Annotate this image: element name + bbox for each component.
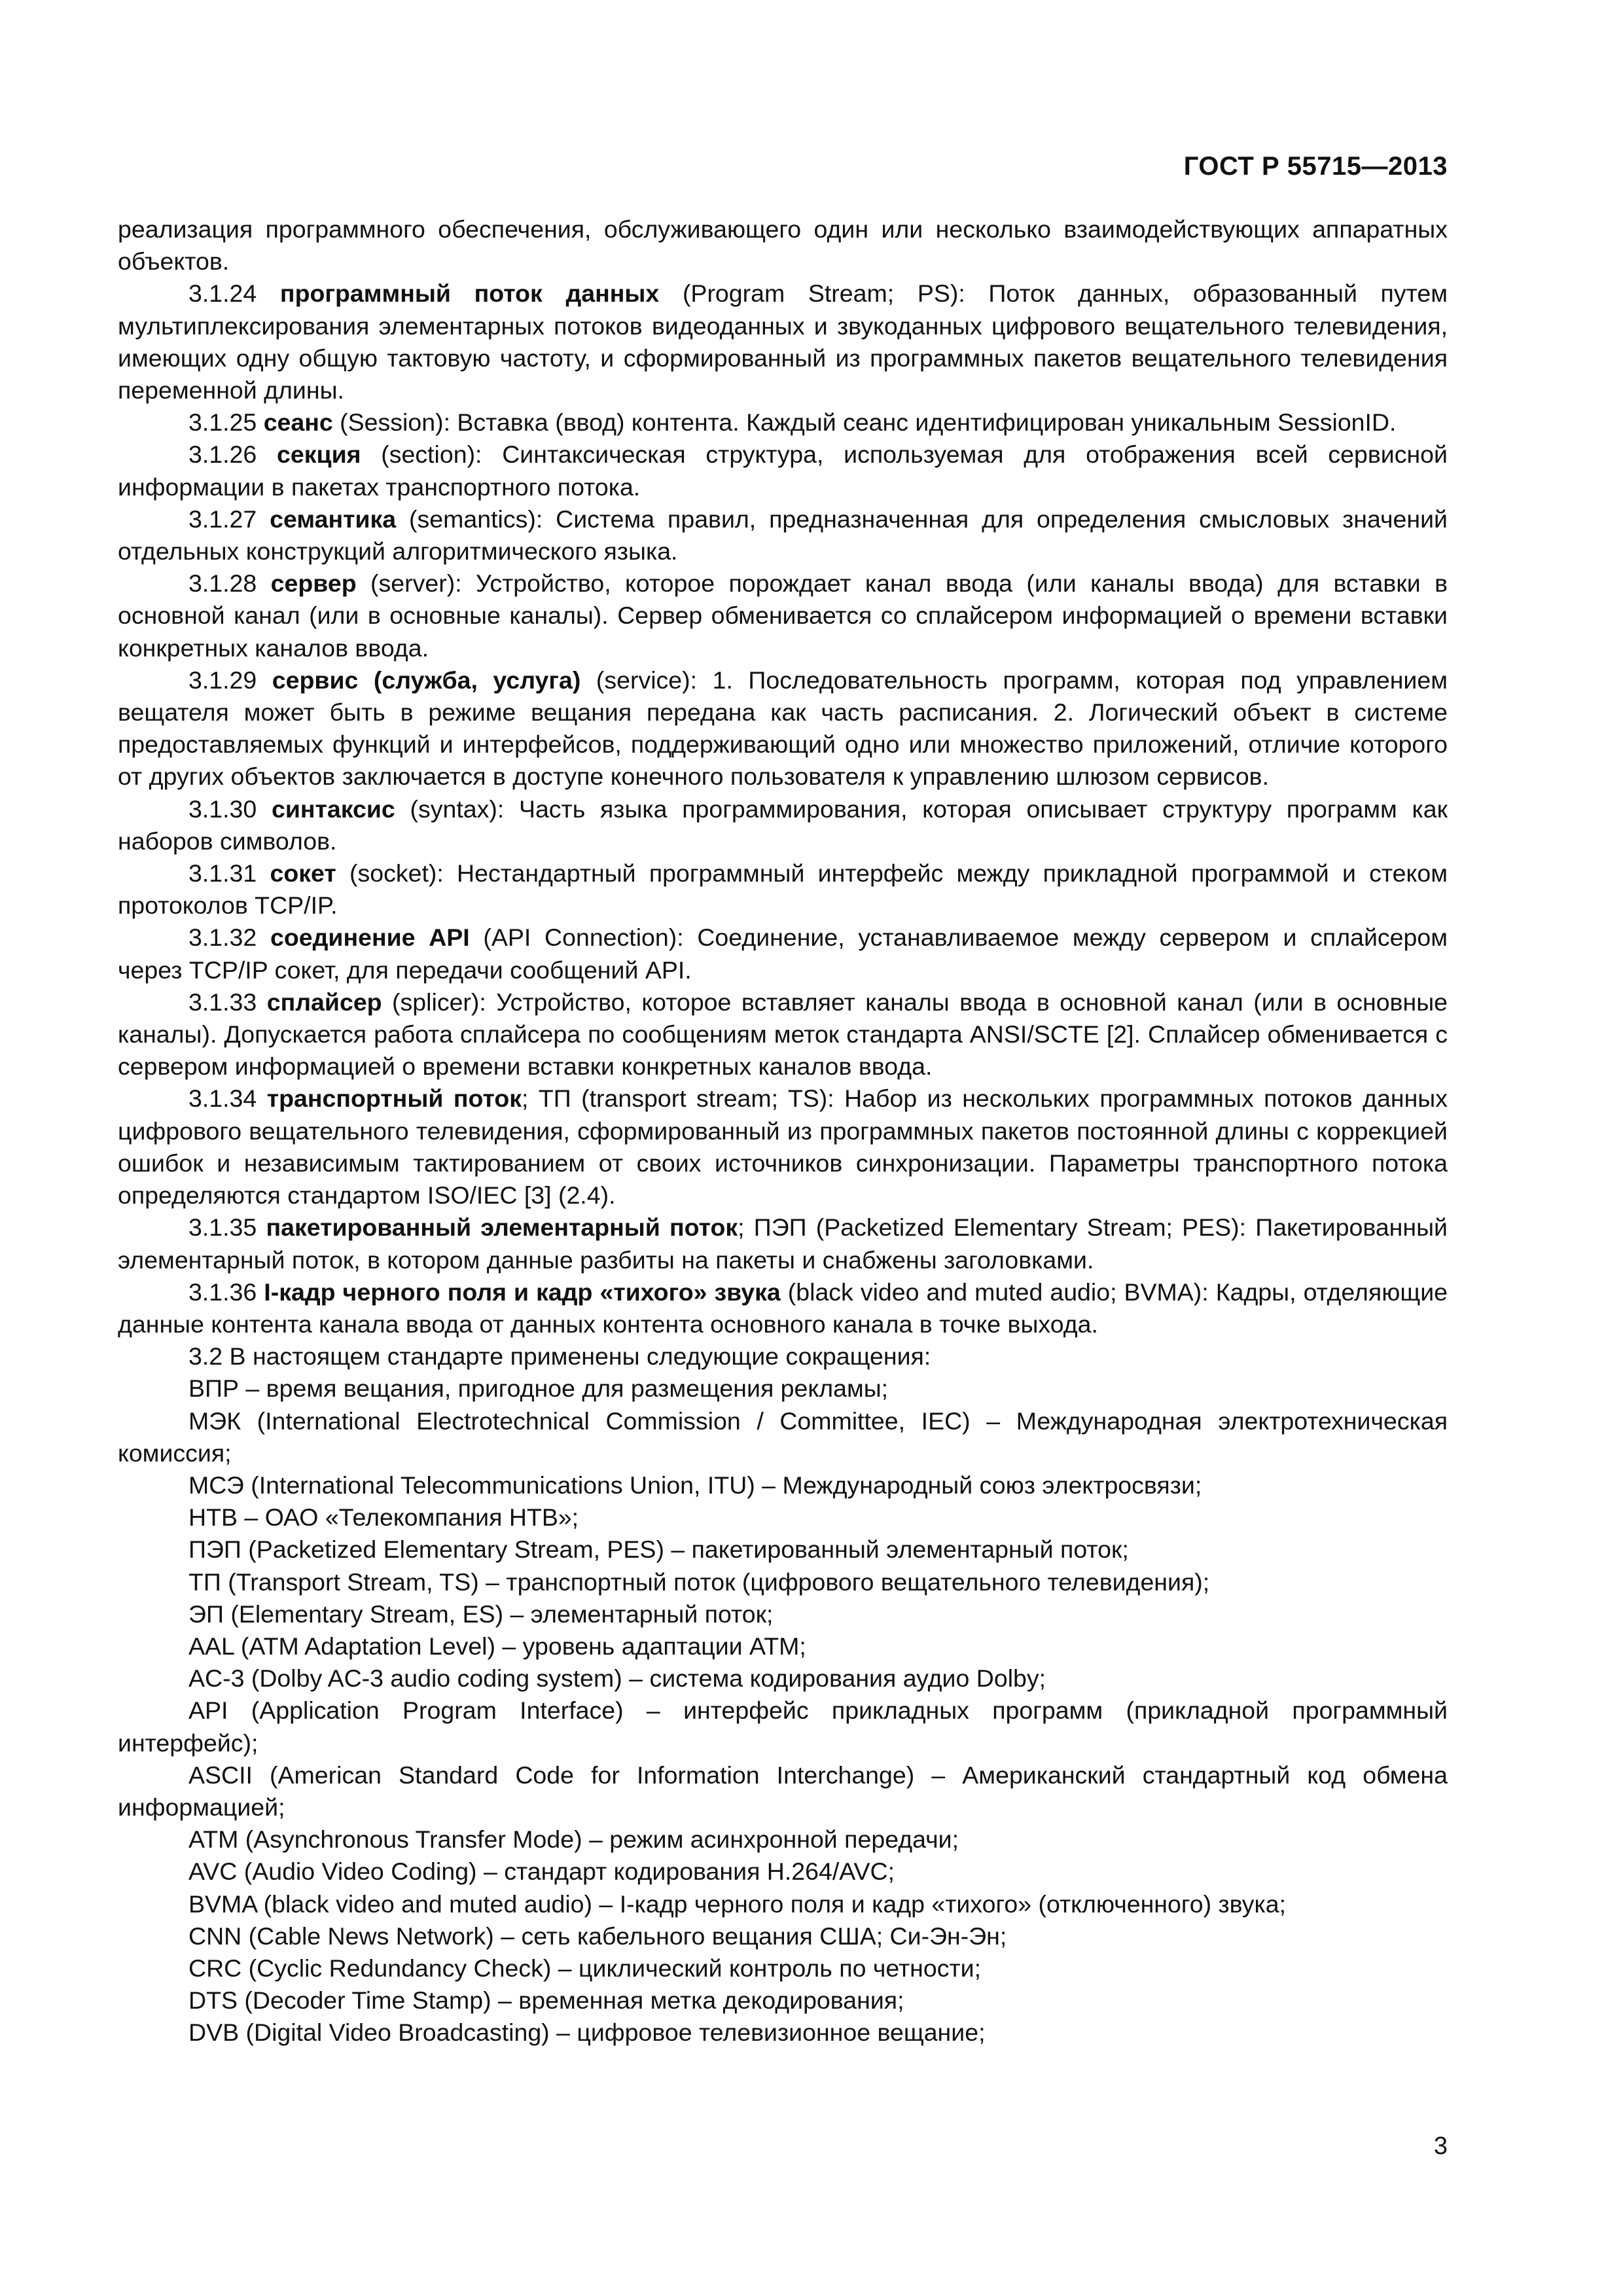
paragraph-text: DVB (Digital Video Broadcasting) – цифровое телевизионное вещание; — [188, 2018, 986, 2047]
term: I-кадр черного поля и кадр «тихого» звука — [264, 1278, 781, 1306]
paragraph-text: AC-3 (Dolby AC-3 audio coding system) – система кодирования аудио Dolby; — [188, 1664, 1046, 1693]
page-number: 3 — [1433, 2132, 1448, 2160]
clause-number: 3.1.33 — [188, 988, 257, 1016]
term: секция — [277, 440, 361, 469]
paragraph-text: AAL (ATM Adaptation Level) – уровень адаптации ATM; — [188, 1632, 806, 1660]
document-body — [118, 213, 1448, 2049]
clause-number: 3.1.31 — [188, 859, 257, 888]
text-paragraph — [118, 1372, 1448, 1405]
definition-paragraph — [118, 857, 1448, 922]
text-paragraph — [118, 1566, 1448, 1598]
paragraph-text: реализация программного обеспечения, обслуживающего один или несколько взаимодействующих аппаратных объектов. — [118, 215, 1448, 276]
clause-number: 3.1.35 — [188, 1213, 257, 1242]
clause-number: 3.1.36 — [188, 1278, 257, 1306]
clause-number: 3.1.26 — [188, 440, 257, 469]
term: сплайсер — [266, 988, 382, 1016]
definition-paragraph — [118, 986, 1448, 1083]
paragraph-text: (semantics): Система правил, предназначенная для определения смысловых значений отдельных конструкций алгоритмического языка. — [118, 505, 1448, 565]
paragraph-text: (splicer): Устройство, которое вставляет каналы ввода в основной канал (или в основные каналы). Допускается работа сплайсера по сообщениям меток стандарта ANSI/SCTE [2]. Сплайсер обменивается с сервером информацией о времени вставки конкретных каналов ввода. — [118, 988, 1448, 1081]
term: сокет — [270, 859, 336, 888]
term: семантика — [270, 505, 397, 533]
term: сервер — [270, 569, 357, 598]
term: синтаксис — [271, 795, 395, 823]
clause-number: 3.1.24 — [188, 279, 257, 308]
paragraph-text: API (Application Program Interface) – интерфейс прикладных программ (прикладной программный интерфейс); — [118, 1696, 1448, 1757]
clause-number: 3.1.34 — [188, 1085, 257, 1113]
definition-paragraph — [118, 406, 1448, 439]
text-paragraph — [118, 1920, 1448, 1952]
clause-number: 3.1.29 — [188, 666, 257, 694]
term: сеанс — [263, 408, 333, 437]
paragraph-text: ТП (Transport Stream, TS) – транспортный поток (цифрового вещательного телевидения); — [188, 1568, 1210, 1596]
text-paragraph — [118, 1469, 1448, 1501]
paragraph-text: ПЭП (Packetized Elementary Stream, PES) – пакетированный элементарный поток; — [188, 1535, 1129, 1564]
definition-paragraph — [118, 664, 1448, 793]
definition-paragraph — [118, 922, 1448, 986]
term: соединение API — [270, 924, 470, 952]
paragraph-text: (API Connection): Соединение, устанавливаемое между сервером и сплайсером через TCP/IP сокет, для передачи сообщений API. — [118, 924, 1448, 984]
paragraph-text: CRC (Cyclic Redundancy Check) – циклический контроль по четности; — [188, 1954, 982, 1982]
term: транспортный поток — [266, 1085, 522, 1113]
paragraph-text: BVMA (black video and muted audio) – I-кадр черного поля и кадр «тихого» (отключенного) звука; — [188, 1890, 1287, 1918]
definition-paragraph — [118, 1083, 1448, 1211]
text-paragraph — [118, 1598, 1448, 1630]
paragraph-text: МЭК (International Electrotechnical Commission / Committee, IEC) – Международная электротехническая комиссия; — [118, 1407, 1448, 1467]
paragraph-text: (server): Устройство, которое порождает канал ввода (или каналы ввода) для вставки в основной канал (или в основные каналы). Сервер обменивается со сплайсером информацией о времени вставки конкретных каналов ввода. — [118, 569, 1448, 662]
text-paragraph — [118, 1340, 1448, 1372]
text-paragraph — [118, 1759, 1448, 1823]
text-paragraph — [118, 213, 1448, 278]
text-paragraph — [118, 1952, 1448, 1984]
paragraph-text: (Program Stream; PS): Поток данных, образованный путем мультиплексирования элементарных потоков видеоданных и звукоданных цифрового вещательного телевидения, имеющих одну общую тактовую частоту, и сформированный из программных пакетов вещательного телевидения переменной длины. — [118, 279, 1448, 404]
term: сервис (служба, услуга) — [272, 666, 581, 694]
paragraph-text: ВПР – время вещания, пригодное для размещения рекламы; — [188, 1374, 889, 1403]
definition-paragraph — [118, 793, 1448, 857]
definition-paragraph — [118, 439, 1448, 503]
text-paragraph — [118, 2017, 1448, 2049]
paragraph-text: DTS (Decoder Time Stamp) – временная метка декодирования; — [188, 1986, 904, 2015]
definition-paragraph — [118, 503, 1448, 567]
text-paragraph — [118, 1823, 1448, 1856]
paragraph-text: (service): 1. Последовательность программ, которая под управлением вещателя может быть в режиме вещания передана как часть расписания. 2. Логический объект в системе предоставляемых функций и интерфейсов, поддерживающий одно или множество приложений, отличие которого от других объектов заключается в доступе конечного пользователя к управлению шлюзом сервисов. — [118, 666, 1448, 791]
text-paragraph — [118, 1534, 1448, 1566]
clause-number: 3.1.27 — [188, 505, 257, 533]
clause-number: 3.1.25 — [188, 408, 257, 437]
paragraph-text: 3.2 В настоящем стандарте применены следующие сокращения: — [188, 1342, 931, 1371]
paragraph-text: ЭП (Elementary Stream, ES) – элементарный поток; — [188, 1600, 774, 1628]
paragraph-text: CNN (Cable News Network) – сеть кабельного вещания США; Си-Эн-Эн; — [188, 1922, 1007, 1950]
term: пакетированный элементарный поток — [266, 1213, 738, 1242]
paragraph-text: (black video and muted audio; BVMA): Кадры, отделяющие данные контента канала ввода от данных контента основного канала в точке выхода. — [118, 1278, 1448, 1338]
text-paragraph — [118, 1888, 1448, 1920]
standard-header: ГОСТ Р 55715—2013 — [1183, 152, 1448, 181]
paragraph-text: ; ТП (transport stream; TS): Набор из нескольких программных потоков данных цифрового вещательного телевидения, сформированный из программных пакетов постоянной длины с коррекцией ошибок и независимым тактированием от своих источников синхронизации. Параметры транспортного потока определяются стандартом ISO/IEC [3] (2.4). — [118, 1085, 1448, 1210]
definition-paragraph — [118, 1276, 1448, 1340]
paragraph-text: ATM (Asynchronous Transfer Mode) – режим асинхронной передачи; — [188, 1825, 959, 1854]
definition-paragraph — [118, 278, 1448, 406]
paragraph-text: ; ПЭП (Packetized Elementary Stream; PES): Пакетированный элементарный поток, в котором данные разбиты на пакеты и снабжены заголовками. — [118, 1213, 1448, 1274]
term: программный поток данных — [279, 279, 660, 308]
paragraph-text: МСЭ (International Telecommunications Union, ITU) – Международный союз электросвязи; — [188, 1471, 1202, 1499]
paragraph-text: НТВ – ОАО «Телекомпания НТВ»; — [188, 1503, 579, 1532]
definition-paragraph — [118, 567, 1448, 664]
clause-number: 3.1.28 — [188, 569, 257, 598]
paragraph-text: (socket): Нестандартный программный интерфейс между прикладной программой и стеком протоколов TCP/IP. — [118, 859, 1448, 920]
paragraph-text: (section): Синтаксическая структура, используемая для отображения всей сервисной информации в пакетах транспортного потока. — [118, 440, 1448, 501]
text-paragraph — [118, 1856, 1448, 1888]
text-paragraph — [118, 1630, 1448, 1662]
paragraph-text: (Session): Вставка (ввод) контента. Каждый сеанс идентифицирован уникальным SessionID. — [332, 408, 1397, 437]
definition-paragraph — [118, 1211, 1448, 1276]
text-paragraph — [118, 1984, 1448, 2017]
paragraph-text: AVC (Audio Video Coding) – стандарт кодирования H.264/AVC; — [188, 1857, 895, 1886]
clause-number: 3.1.30 — [188, 795, 257, 823]
clause-number: 3.1.32 — [188, 924, 257, 952]
text-paragraph — [118, 1695, 1448, 1759]
text-paragraph — [118, 1662, 1448, 1695]
text-paragraph — [118, 1405, 1448, 1469]
text-paragraph — [118, 1501, 1448, 1534]
paragraph-text: ASCII (American Standard Code for Information Interchange) – Американский стандартный код обмена информацией; — [118, 1761, 1448, 1821]
paragraph-text: (syntax): Часть языка программирования, которая описывает структуру программ как наборов символов. — [118, 795, 1448, 855]
